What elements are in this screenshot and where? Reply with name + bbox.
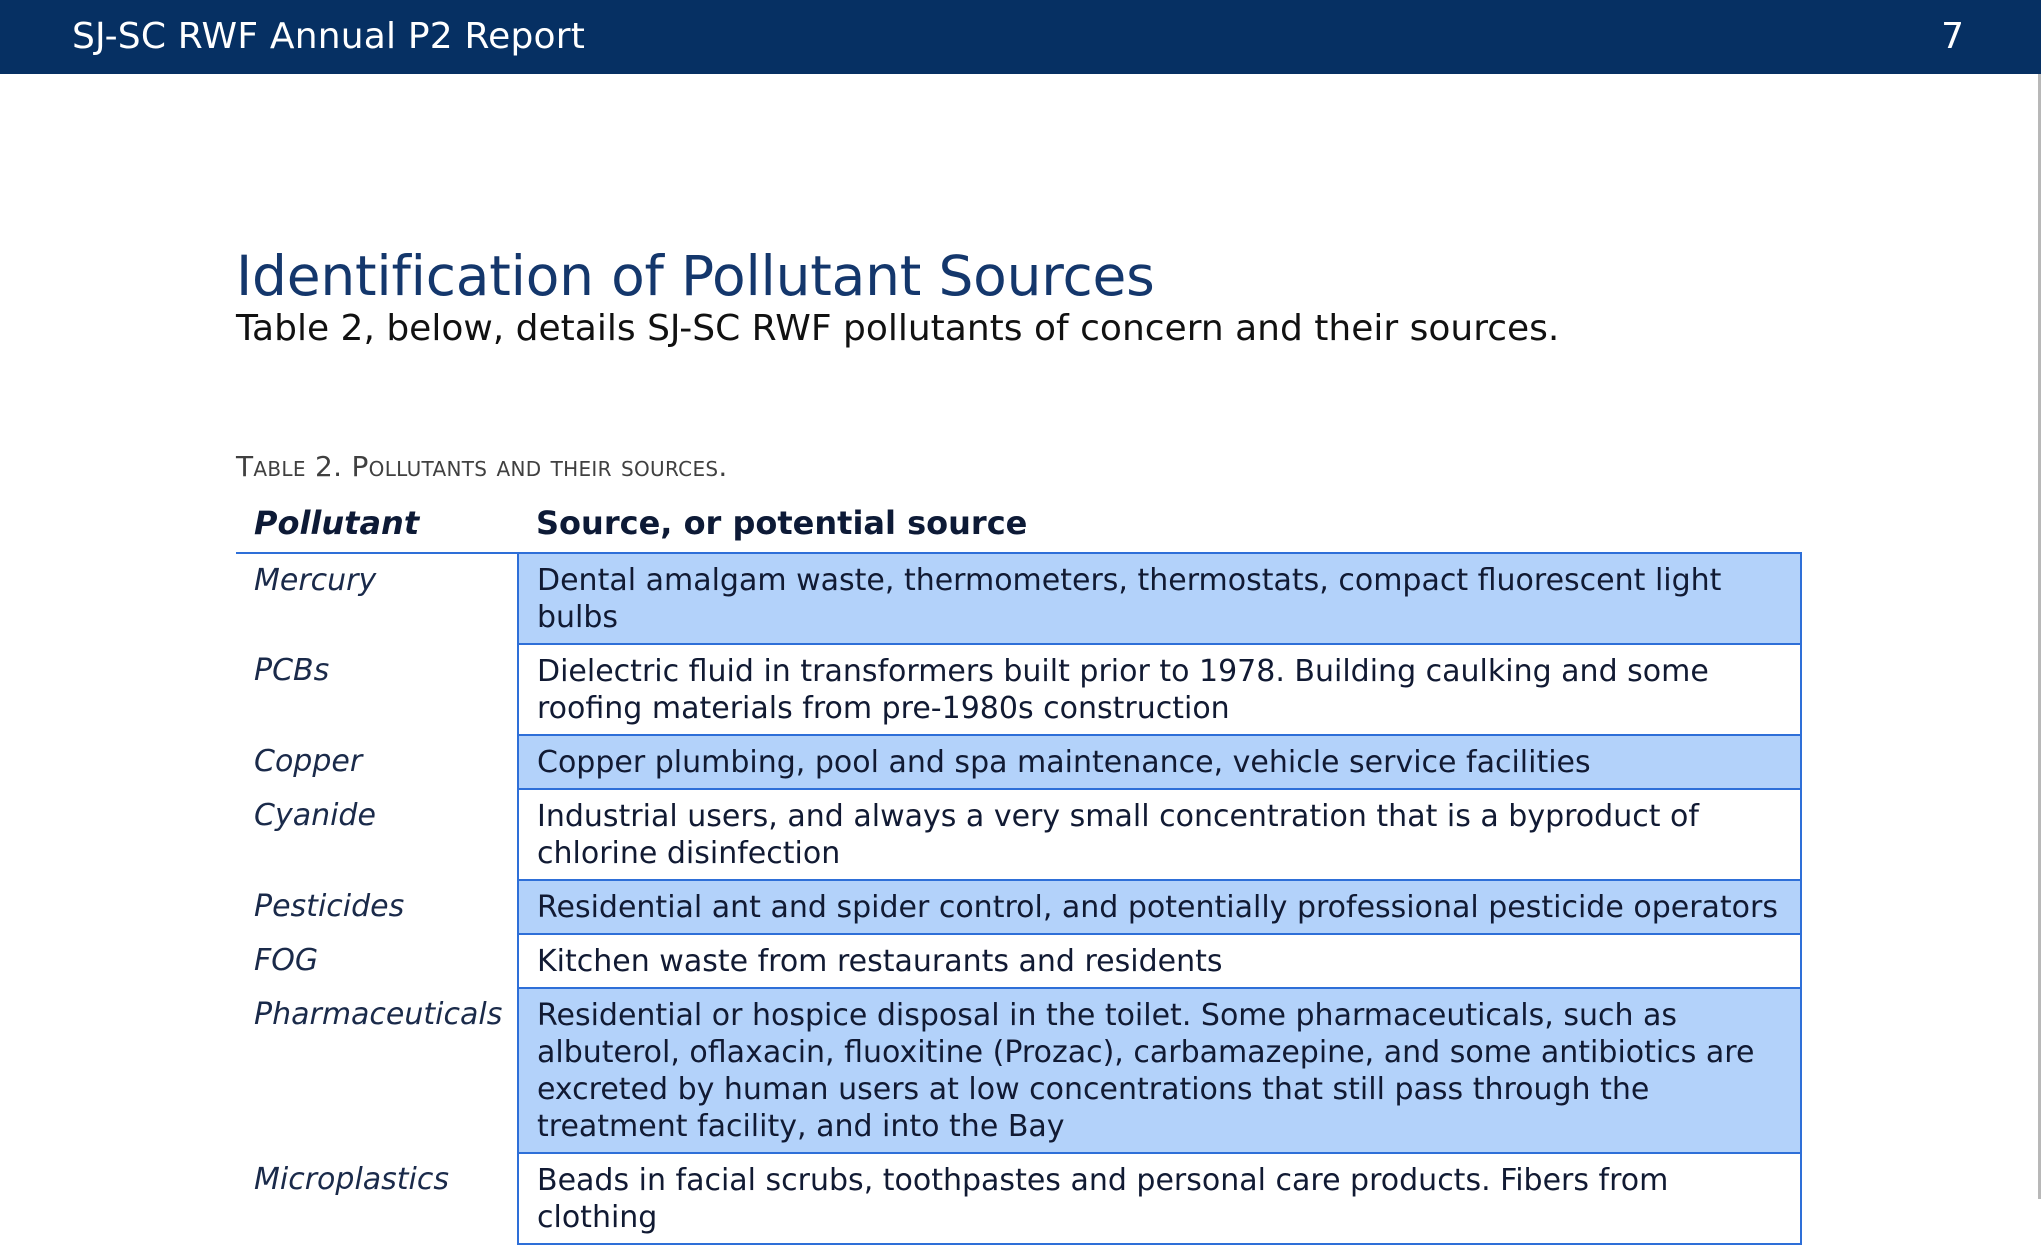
pollutant-cell: Mercury — [254, 563, 377, 598]
table-row — [236, 934, 1801, 988]
table-row — [236, 644, 1801, 735]
source-cell: Beads in facial scrubs, toothpastes and personal care products. Fibers from clothing — [518, 1153, 1801, 1244]
header-band — [0, 0, 2041, 74]
pollutant-cell: PCBs — [254, 653, 330, 688]
table-row — [236, 553, 1801, 644]
table-row — [236, 880, 1801, 934]
source-cell: Residential or hospice disposal in the toilet. Some pharmaceuticals, such as albuterol, oflaxacin, fluoxitine (Prozac), carbamazepine, and some antibiotics are excreted by human users at low concentrations that still pass through the treatment facility, and into the Bay — [518, 988, 1801, 1153]
pollutant-cell: Copper — [254, 744, 363, 779]
report-title: SJ-SC RWF Annual P2 Report — [72, 16, 586, 57]
section-title: Identification of Pollutant Sources — [236, 244, 1155, 308]
table-row — [236, 735, 1801, 789]
pollutant-cell: Pharmaceuticals — [254, 997, 503, 1032]
page-number: 7 — [1941, 16, 1964, 57]
source-cell: Kitchen waste from restaurants and residents — [518, 934, 1801, 988]
pollutants-table-wrapper — [236, 494, 1801, 1245]
table-row — [236, 789, 1801, 880]
pollutant-cell: Pesticides — [254, 889, 405, 924]
section-intro: Table 2, below, details SJ-SC RWF pollutants of concern and their sources. — [236, 308, 1560, 349]
source-cell: Dielectric fluid in transformers built prior to 1978. Building caulking and some roofing materials from pre-1980s construction — [518, 644, 1801, 735]
pollutants-table — [236, 494, 1802, 1245]
table-header-row — [236, 494, 1801, 553]
pollutant-cell: Cyanide — [254, 798, 376, 833]
table-caption: Table 2. Pollutants and their sources. — [236, 450, 728, 483]
source-cell: Industrial users, and always a very small concentration that is a byproduct of chlorine disinfection — [518, 789, 1801, 880]
source-cell: Dental amalgam waste, thermometers, thermostats, compact fluorescent light bulbs — [518, 553, 1801, 644]
table-row — [236, 1153, 1801, 1244]
pollutant-cell: FOG — [254, 943, 319, 978]
header-source: Source, or potential source — [536, 504, 1028, 542]
table-row — [236, 988, 1801, 1153]
source-cell: Residential ant and spider control, and potentially professional pesticide operators — [518, 880, 1801, 934]
pollutant-cell: Microplastics — [254, 1162, 450, 1197]
source-cell: Copper plumbing, pool and spa maintenance, vehicle service facilities — [518, 735, 1801, 789]
header-pollutant: Pollutant — [254, 504, 420, 542]
